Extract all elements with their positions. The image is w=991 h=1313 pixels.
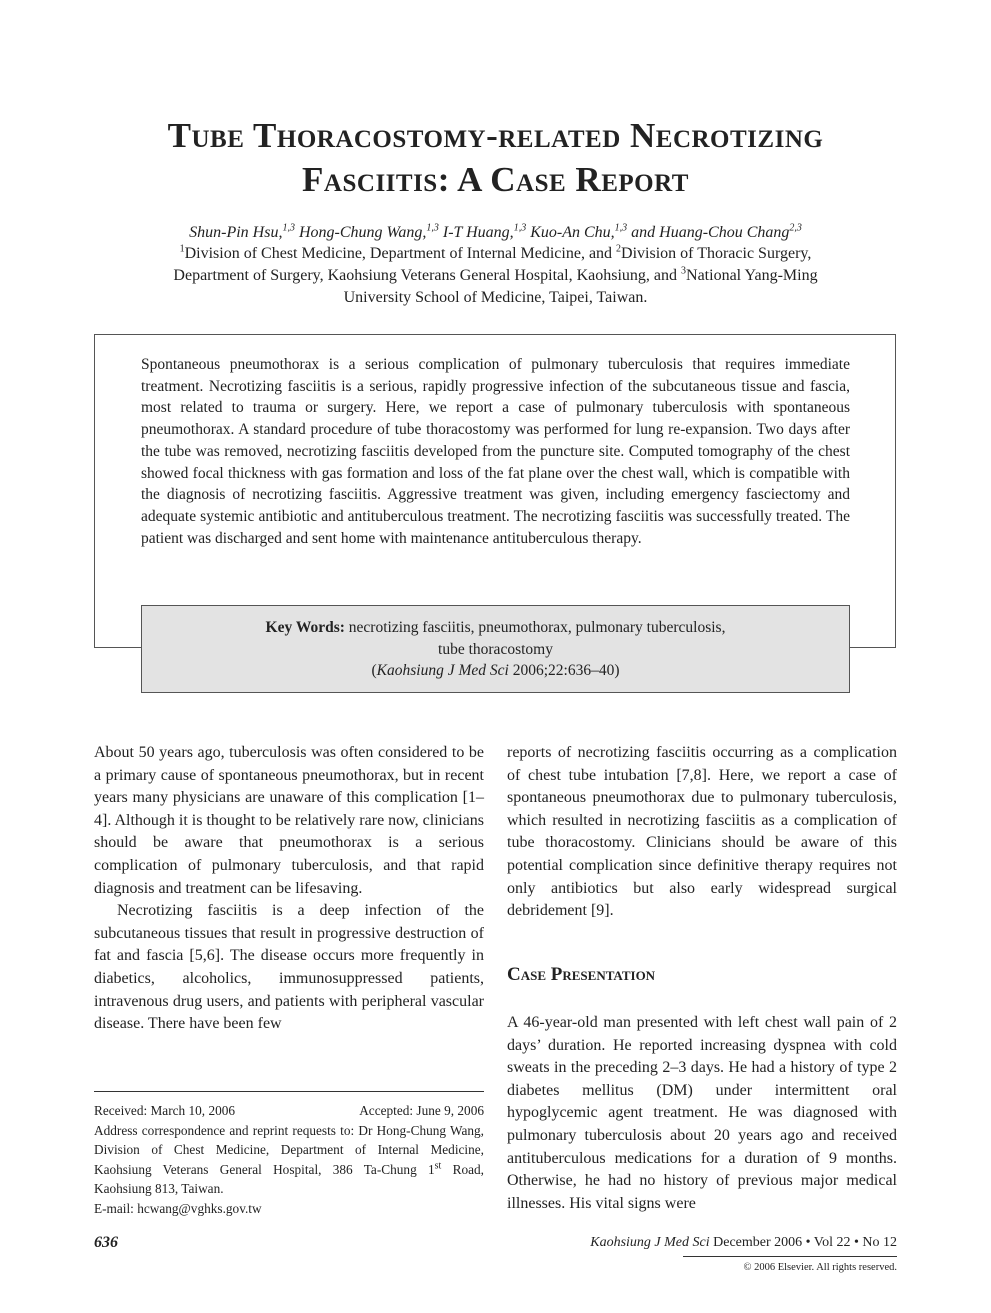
footnote-divider	[94, 1091, 484, 1092]
citation-paren: (	[371, 662, 377, 679]
affiliation-text: Division of Thoracic Surgery,	[621, 245, 812, 262]
author-list	[60, 222, 931, 244]
keywords-box	[141, 605, 850, 693]
email: E-mail: hcwang@vghks.gov.tw	[94, 1200, 262, 1216]
correspondence-address	[94, 1121, 484, 1199]
author: Kuo-An Chu,	[530, 224, 615, 241]
author: I-T Huang,	[442, 224, 514, 241]
citation-details: 2006;22:636–40)	[512, 662, 620, 679]
body-column-right	[507, 742, 897, 923]
affiliation-text: Division of Chest Medicine, Department of Internal Medicine, and	[184, 245, 617, 262]
address-text: Address correspondence and reprint requests to: Dr Hong-Chung Wang, Division of Chest Medicine, Department of Internal Medicine, Kaohsiung Veterans General Hospital, 386 Ta-Chung 1	[94, 1122, 484, 1177]
citation	[142, 660, 849, 682]
title-line-1: Tube Thoracostomy-related Necrotizing	[167, 116, 824, 155]
author: and Huang-Chou Chang	[631, 224, 790, 241]
body-paragraph: reports of necrotizing fasciitis occurring as a complication of chest tube intubation [7,8]. Here, we report a case of spontaneous pneumothorax due to pulmonary tuberculosis, which resulted in necrotizing fasciitis as a complication of tube thoracostomy. Clinicians should be aware of this potential complication since definitive therapy requires not only antibiotics but also early widespread surgical debridement [9].	[507, 744, 897, 920]
journal-name: Kaohsiung J Med Sci	[590, 1235, 710, 1250]
body-column-right-continued	[507, 1012, 897, 1215]
author-affiliation-mark: 1,3	[513, 222, 527, 234]
body-paragraph: About 50 years ago, tuberculosis was often considered to be a primary cause of spontaneous pneumothorax, but in recent years many physicians are unaware of this complication [1–4]. Although it is thought to be relatively rare now, clinicians should be aware that pneumothorax is a serious complication of pulmonary tuberculosis, and that rapid diagnosis and treatment can be lifesaving.	[94, 744, 484, 897]
affiliation-mark: 3	[681, 265, 687, 277]
copyright: © 2006 Elsevier. All rights reserved.	[743, 1262, 897, 1273]
section-heading: Case Presentation	[507, 964, 656, 985]
keywords-line-2: tube thoracostomy	[438, 640, 553, 658]
author: Hong-Chung Wang,	[298, 224, 427, 241]
page-number: 636	[94, 1234, 118, 1251]
footnote	[94, 1101, 484, 1218]
affiliations	[60, 243, 931, 309]
affiliation-text: National Yang-Ming	[686, 267, 818, 284]
keywords-line-1: necrotizing fasciitis, pneumothorax, pulmonary tuberculosis,	[348, 619, 726, 636]
citation-journal: Kaohsiung J Med Sci	[376, 662, 509, 679]
address-ordinal: st	[434, 1160, 442, 1172]
footer-divider	[683, 1256, 897, 1257]
journal-issue: December 2006 • Vol 22 • No 12	[713, 1235, 897, 1250]
affiliation-text: Department of Surgery, Kaohsiung Veterans General Hospital, Kaohsiung, and	[173, 267, 682, 284]
affiliation-mark: 2	[616, 243, 622, 255]
author: Shun-Pin Hsu,	[189, 224, 283, 241]
abstract-text: Spontaneous pneumothorax is a serious complication of pulmonary tuberculosis that requires immediate treatment. Necrotizing fasciitis is a serious, rapidly progressive infection of the subcutaneous tissue and fascia, most related to trauma or surgery. Here, we report a case of pulmonary tuberculosis with spontaneous pneumothorax. A standard procedure of tube thoracostomy was performed for lung re-expansion. Two days after the tube was removed, necrotizing fasciitis developed from the puncture site. Computed tomography of the chest showed focal thickness with gas formation and loss of the fat plane over the chest wall, which is compatible with the diagnosis of necrotizing fasciitis. Aggressive treatment was given, including emergency fasciectomy and adequate systemic antibiotic and antituberculous treatment. The necrotizing fasciitis was successfully treated. The patient was discharged and sent home with maintenance antituberculous therapy.	[141, 356, 850, 547]
author-affiliation-mark: 2,3	[789, 222, 802, 234]
author-affiliation-mark: 1,3	[282, 222, 295, 234]
body-column-left	[94, 742, 484, 1036]
accepted-date: Accepted: June 9, 2006	[359, 1103, 484, 1118]
body-paragraph: A 46-year-old man presented with left chest wall pain of 2 days’ duration. He reported increasing dyspnea with cold sweats in the preceding 2–3 days. He had a history of type 2 diabetes mellitus (DM) under intermittent oral hypoglycemic agent treatment. He was diagnosed with pulmonary tuberculosis about 20 years ago and received antituberculous medications for a duration of 9 months. Otherwise, he had no history of previous major medical illnesses. His vital signs were	[507, 1014, 897, 1212]
address-text: Road, Kaohsiung 813, Taiwan.	[94, 1161, 485, 1196]
affiliation-text: University School of Medicine, Taipei, Taiwan.	[343, 289, 648, 306]
body-paragraph: Necrotizing fasciitis is a deep infection of the subcutaneous tissues that result in progressive destruction of fat and fascia [5,6]. The disease occurs more frequently in diabetics, alcoholics, immunosuppressed patients, intravenous drug users, and patients with peripheral vascular disease. There have been few	[94, 902, 484, 1033]
title-line-2: Fasciitis: A Case Report	[302, 160, 689, 199]
author-affiliation-mark: 1,3	[426, 222, 439, 234]
author-affiliation-mark: 1,3	[614, 222, 628, 234]
article-title	[60, 114, 931, 202]
received-date: Received: March 10, 2006	[94, 1103, 236, 1118]
affiliation-mark: 1	[179, 243, 185, 255]
journal-footer	[590, 1235, 897, 1251]
keywords-label: Key Words:	[265, 619, 345, 636]
